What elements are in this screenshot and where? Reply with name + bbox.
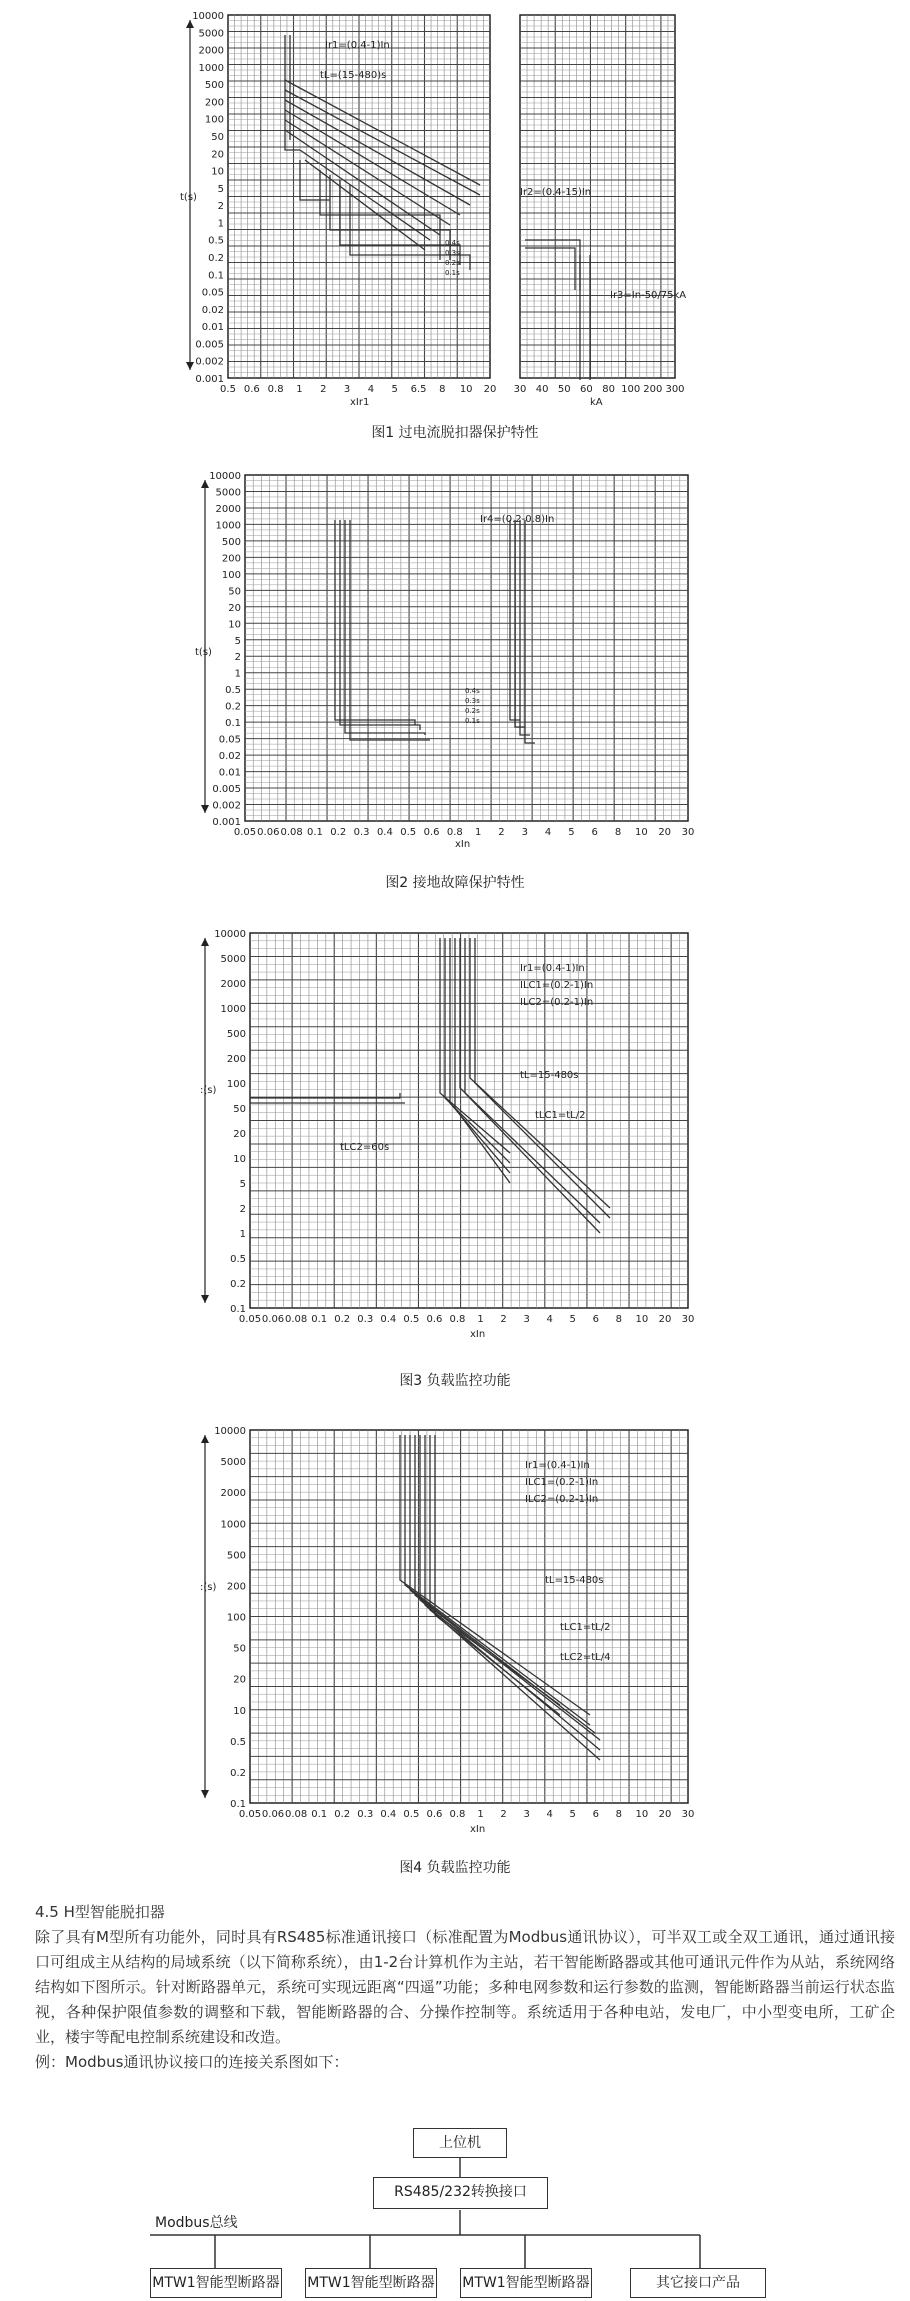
x-tick-label: 4: [367, 384, 375, 395]
x-tick-label: 6: [591, 827, 598, 838]
y-tick-label: 0.01: [218, 767, 241, 779]
annotation-tl: tL=15-480s: [520, 1070, 579, 1081]
x-tick-label: 0.6: [426, 1809, 443, 1820]
y-tick-label: 200: [221, 553, 241, 565]
y-tick-label: 5000: [198, 28, 224, 40]
y-tick-label: 5: [239, 1179, 246, 1190]
y-tick-label: 0.2: [230, 1279, 246, 1290]
x-tick-label: 0.4: [380, 1809, 397, 1820]
figure-2-grid: [201, 471, 694, 838]
x-tick-label: 30: [681, 1314, 695, 1325]
annotation-ir1: Ir1=(0.4-1)In: [520, 963, 585, 974]
y-tick-label: 10000: [192, 11, 224, 22]
x-tick-label: 8: [615, 1809, 623, 1820]
x-tick-label: 20: [658, 1314, 672, 1325]
y-tick-label: 10000: [214, 1426, 246, 1437]
y-tick-label: 20: [233, 1129, 246, 1140]
x-tick-label: 0.8: [449, 1809, 466, 1820]
x-tick-label: 0.8: [267, 384, 284, 395]
annotation-ilc1: ILC1=(0.2-1)In: [525, 1477, 599, 1488]
annotation-01s: 0.1s: [465, 717, 480, 725]
y-tick-label: 1000: [198, 62, 224, 74]
x-tick-label: 5: [569, 1314, 576, 1325]
figure-2-caption: 图2 接地故障保护特性: [385, 875, 525, 891]
annotation-ir3: Ir3=In-50/75kA: [610, 290, 687, 301]
x-tick-label: 0.08: [284, 1809, 308, 1820]
y-tick-label: 5000: [215, 487, 241, 499]
x-tick-label: 0.05: [238, 1809, 262, 1820]
x-tick-label: 5: [568, 827, 575, 838]
rs485-converter-box: RS485/232转换接口: [373, 2177, 548, 2209]
y-tick-label: 0.1: [225, 718, 241, 730]
y-tick-label: 0.1: [230, 1799, 246, 1810]
y-tick-label: 1: [217, 218, 224, 230]
x-tick-label: 30: [681, 1809, 695, 1820]
y-tick-label: 1: [234, 668, 241, 680]
y-tick-label: 2000: [198, 45, 224, 57]
modbus-bus-label: Modbus总线: [155, 2215, 238, 2231]
x-tick-label: 6: [592, 1314, 599, 1325]
x-tick-label: 8: [439, 384, 446, 395]
y-tick-label: 0.5: [230, 1736, 246, 1748]
section-h-trip-unit: [35, 1900, 895, 2075]
y-tick-label: 0.02: [218, 751, 241, 763]
section-paragraph: 除了具有M型所有功能外，同时具有RS485标准通讯接口（标准配置为Modbus通讯协议），可半双工或全双工通讯，通过通讯接口可组成主从结构的局域系统（以下简称系统），由1-2台计算机作为主站，若干智能断路器或其他可通讯元件作为从站，系统网络结构如下图所示。针对断路器单元，系统可实现远距离“四遥”功能；多种电网参数和运行参数的监测，智能断路器当前运行状态监视，各种保护限值参数的调整和下载，智能断路器的合、分操作控制等。系统适用于各种电站，发电厂，中小型变电所，工矿企业，楼宇等配电控制系统建设和改造。: [35, 1928, 895, 2046]
y-tick-label: 2: [217, 201, 224, 213]
node-mtw1-3: MTW1智能型断路器: [460, 2268, 592, 2298]
x-tick-label: 0.5: [403, 1314, 420, 1325]
y-tick-label: 0.002: [212, 800, 241, 812]
y-tick-label: 0.02: [201, 304, 224, 316]
y-tick-label: 2: [234, 652, 241, 664]
x-tick-label: 0.1: [311, 1314, 328, 1325]
y-tick-label: 10000: [209, 471, 241, 482]
x-axis-label-right: kA: [590, 397, 603, 408]
figure-4-load-monitor-chart: [0, 1415, 910, 1845]
figure-4-caption: 图4 负载监控功能: [399, 1860, 511, 1876]
y-tick-label: 200: [226, 1054, 246, 1065]
figure-1-grid: [186, 11, 685, 395]
x-tick-label: 0.5: [220, 384, 236, 395]
y-tick-label: 200: [204, 97, 224, 109]
host-computer-box: 上位机: [413, 2128, 507, 2158]
section-heading: 4.5 H型智能脱扣器: [35, 1903, 165, 1921]
y-tick-label: 100: [226, 1079, 246, 1090]
x-tick-label: 8: [615, 1314, 623, 1325]
y-tick-label: 50: [211, 132, 224, 143]
annotation-04s: 0.4s: [465, 687, 480, 695]
x-tick-label: 20: [658, 1809, 672, 1820]
x-tick-label: 0.5: [403, 1809, 420, 1820]
x-tick-label: 6.5: [410, 384, 427, 395]
y-axis-label: :(s): [200, 1582, 217, 1593]
figure-1-caption: 图1 过电流脱扣器保护特性: [371, 425, 539, 441]
x-tick-label: 0.6: [426, 1314, 443, 1325]
y-tick-label: 2000: [220, 1488, 246, 1500]
y-tick-label: 50: [228, 586, 241, 598]
y-tick-label: 1: [239, 1229, 246, 1240]
x-tick-label: 0.8: [449, 1314, 466, 1325]
y-tick-label: 500: [221, 536, 241, 548]
annotation-ir1: Ir1=(0.4-1)In: [525, 1460, 590, 1471]
annotation-ir4: Ir4=(0.2-0.8)In: [480, 514, 555, 525]
annotation-ilc2: ILC2=(0.2-1)In: [520, 997, 594, 1008]
x-tick-label: 0.1: [311, 1809, 328, 1820]
annotation-ir1: Ir1=(0.4-1)In: [325, 40, 390, 51]
y-tick-label: 500: [226, 1550, 246, 1562]
y-tick-label: 0.001: [195, 374, 224, 385]
y-tick-label: 5: [217, 183, 224, 195]
y-tick-label: 500: [204, 80, 224, 92]
y-axis-label: t(s): [180, 192, 197, 203]
x-tick-label: 3: [523, 1809, 530, 1820]
x-tick-label: 0.05: [238, 1314, 262, 1325]
x-tick-label: 4: [544, 827, 552, 838]
x-tick-label: 0.06: [257, 827, 280, 838]
annotation-02s: 0.2s: [465, 707, 480, 715]
annotation-tlc1: tLC1=tL/2: [535, 1110, 586, 1121]
y-tick-label: 1000: [220, 1519, 246, 1531]
annotation-ilc2: ILC2=(0.2-1)In: [525, 1494, 599, 1505]
x-tick-label: 10: [635, 1314, 649, 1325]
y-tick-label: 50: [233, 1104, 246, 1115]
y-tick-label: 2000: [215, 503, 241, 515]
annotation-tlc1: tLC1=tL/2: [560, 1622, 611, 1633]
figure-2-ground-fault-chart: [0, 455, 910, 905]
figure-3-caption: 图3 负载监控功能: [399, 1373, 511, 1389]
y-tick-label: 0.2: [230, 1767, 246, 1779]
y-tick-label: 0.05: [201, 287, 224, 299]
y-tick-label: 10: [233, 1154, 246, 1165]
x-tick-label: 0.3: [357, 1809, 374, 1820]
x-tick-label: 300: [665, 384, 685, 395]
x-tick-label: 3: [521, 827, 528, 838]
figure-1-overcurrent-chart: [0, 0, 910, 440]
y-tick-label: 1000: [220, 1004, 246, 1015]
y-tick-label: 500: [226, 1029, 246, 1040]
x-tick-label: 5: [569, 1809, 576, 1820]
x-tick-label: 0.6: [243, 384, 260, 395]
y-tick-label: 20: [211, 149, 224, 161]
y-tick-label: 2: [239, 1204, 246, 1215]
x-tick-label: 4: [546, 1314, 553, 1325]
annotation-04s: 0.4s: [445, 239, 460, 247]
x-tick-label: 2: [500, 1809, 507, 1820]
annotation-tl: tL=15-480s: [545, 1575, 604, 1586]
node-mtw1-1: MTW1智能型断路器: [150, 2268, 282, 2298]
x-tick-label: 1: [477, 1314, 484, 1325]
y-tick-label: 0.5: [230, 1254, 246, 1265]
x-tick-label: 0.4: [380, 1314, 397, 1325]
annotation-tlc2: tLC2=60s: [340, 1142, 390, 1153]
y-tick-label: 10: [228, 619, 241, 631]
y-tick-label: 0.005: [195, 339, 224, 351]
y-tick-label: 10: [211, 166, 224, 178]
x-tick-label: 20: [483, 384, 497, 395]
y-tick-label: 5000: [220, 954, 246, 965]
x-tick-label: 0.2: [330, 827, 347, 838]
y-tick-label: 200: [226, 1581, 246, 1593]
x-tick-label: 0.06: [261, 1809, 285, 1820]
annotation-ir2: Ir2=(0.4-15)In: [520, 187, 592, 198]
x-tick-label: 0.3: [357, 1314, 374, 1325]
y-tick-label: 2000: [220, 979, 246, 990]
y-tick-label: 0.01: [201, 322, 224, 334]
x-tick-label: 20: [658, 827, 672, 838]
y-tick-label: 100: [204, 114, 224, 126]
y-tick-label: 50: [233, 1643, 246, 1655]
x-tick-label: 10: [635, 1809, 649, 1820]
y-tick-label: 0.2: [208, 253, 224, 264]
x-tick-label: 3: [343, 384, 351, 395]
y-axis-label: :(s): [200, 1085, 217, 1096]
node-mtw1-2: MTW1智能型断路器: [305, 2268, 437, 2298]
x-tick-label: 0.08: [284, 1314, 308, 1325]
figure-3-load-monitor-chart: [0, 918, 910, 1358]
y-tick-label: 0.5: [208, 235, 224, 247]
x-tick-label: 0.2: [334, 1809, 351, 1820]
node-other-products: 其它接口产品: [630, 2268, 766, 2298]
y-tick-label: 5000: [220, 1457, 246, 1469]
y-tick-label: 0.2: [225, 701, 241, 713]
x-tick-label: 1: [477, 1809, 484, 1820]
x-tick-label: 80: [602, 384, 615, 395]
x-tick-label: 30: [681, 827, 695, 838]
x-axis-label: xIn: [470, 1329, 486, 1340]
x-tick-label: 0.1: [306, 827, 323, 838]
x-tick-label: 4: [546, 1809, 553, 1820]
x-tick-label: 3: [523, 1314, 530, 1325]
x-tick-label: 0.08: [280, 827, 303, 838]
x-tick-label: 0.3: [353, 827, 370, 838]
y-tick-label: 10000: [214, 929, 246, 940]
section-example: 例：Modbus通讯协议接口的连接关系图如下：: [35, 2053, 349, 2071]
annotation-03s: 0.3s: [465, 697, 480, 705]
annotation-tl: tL=(15-480)s: [320, 70, 387, 81]
x-tick-label: 8: [614, 827, 622, 838]
x-axis-label: xIn: [470, 1824, 486, 1835]
annotation-03s: 0.3s: [445, 249, 460, 257]
y-tick-label: 10: [233, 1705, 246, 1717]
x-tick-label: 200: [643, 384, 663, 395]
x-tick-label: 100: [621, 384, 641, 395]
y-tick-label: 100: [221, 569, 241, 581]
x-tick-label: 60: [580, 384, 593, 395]
annotation-02s: 0.2s: [445, 259, 460, 267]
y-tick-label: 5: [234, 635, 241, 647]
y-tick-label: 20: [228, 602, 241, 614]
y-tick-label: 0.002: [195, 356, 224, 368]
y-tick-label: 0.005: [212, 784, 241, 796]
x-tick-label: 2: [500, 1314, 507, 1325]
y-axis-label: t(s): [195, 647, 212, 658]
x-tick-label: 2: [498, 827, 505, 838]
x-tick-label: 0.2: [334, 1314, 351, 1325]
y-tick-label: 20: [233, 1674, 246, 1686]
x-tick-label: 0.06: [261, 1314, 285, 1325]
x-axis-label: xIr1: [350, 397, 370, 408]
y-tick-label: 100: [226, 1612, 246, 1624]
figure-2-annotations: [195, 514, 554, 850]
y-tick-label: 0.001: [212, 817, 241, 828]
y-tick-label: 0.05: [218, 734, 241, 746]
annotation-ilc1: ILC1=(0.2-1)In: [520, 980, 594, 991]
x-tick-label: 30: [513, 384, 527, 395]
x-tick-label: 2: [320, 384, 327, 395]
y-tick-label: 0.1: [230, 1304, 246, 1315]
x-tick-label: 10: [459, 384, 473, 395]
x-tick-label: 0.5: [400, 827, 417, 838]
x-tick-label: 40: [535, 384, 549, 395]
y-tick-label: 0.5: [225, 685, 241, 697]
x-tick-label: 5: [391, 384, 398, 395]
figure-2-curves: [335, 520, 535, 743]
figure-3-grid: [201, 929, 694, 1325]
x-tick-label: 50: [557, 384, 571, 395]
x-tick-label: 0.8: [446, 827, 463, 838]
y-tick-label: 0.1: [208, 270, 224, 282]
annotation-tlc2: tLC2=tL/4: [560, 1652, 611, 1663]
x-tick-label: 6: [592, 1809, 599, 1820]
x-tick-label: 10: [635, 827, 648, 838]
x-axis-label: xIn: [455, 839, 471, 850]
y-tick-label: 1000: [215, 520, 241, 532]
x-tick-label: 0.6: [423, 827, 440, 838]
x-tick-label: 0.05: [233, 827, 257, 838]
x-tick-label: 1: [474, 827, 482, 838]
x-tick-label: 1: [296, 384, 303, 395]
x-tick-label: 0.4: [376, 827, 393, 838]
annotation-01s: 0.1s: [445, 269, 460, 277]
